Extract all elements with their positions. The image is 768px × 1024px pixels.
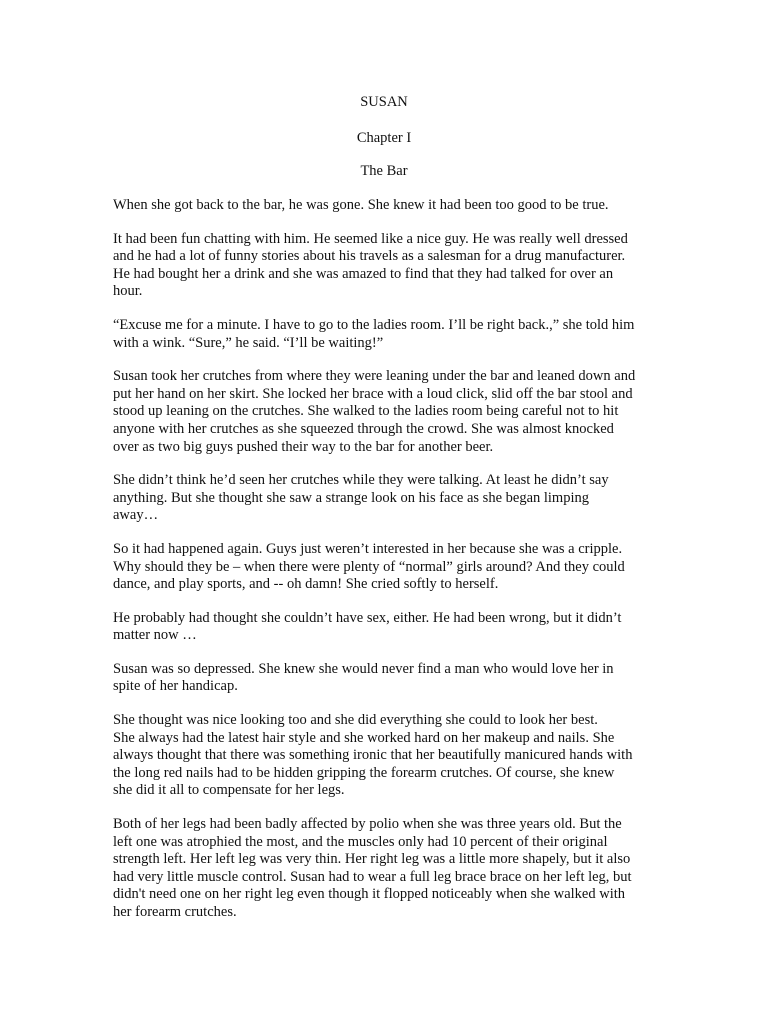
- paragraph-line: anyone with her crutches as she squeezed through the crowd. She was almost knocked: [113, 420, 614, 437]
- paragraph-line: So it had happened again. Guys just weren’t interested in her because she was a cripple.: [113, 540, 623, 557]
- paragraph-line: always thought that there was something ironic that her beautifully manicured hands with: [113, 747, 633, 764]
- paragraph-line: had very little muscle control. Susan had to wear a full leg brace brace on her left leg, but: [113, 868, 632, 885]
- paragraph-line: Why should they be – when there were plenty of “normal” girls around? And they could: [113, 558, 625, 575]
- paragraph-line: matter now …: [113, 627, 197, 644]
- paragraph: [113, 368, 658, 456]
- paragraph: [113, 472, 658, 525]
- paragraph: [113, 317, 658, 352]
- paragraph: [113, 197, 658, 215]
- paragraph-line: away…: [113, 507, 159, 524]
- paragraph-line: She always had the latest hair style and she worked hard on her makeup and nails. She: [113, 729, 615, 746]
- paragraph: [113, 541, 658, 594]
- paragraph-line: stood up leaning on the crutches. She walked to the ladies room being careful not to hit: [113, 403, 619, 420]
- paragraph-line: with a wink. “Sure,” he said. “I’ll be waiting!”: [113, 334, 384, 351]
- paragraph-line: left one was atrophied the most, and the muscles only had 10 percent of their original: [113, 833, 608, 850]
- paragraph-line: strength left. Her left leg was very thin. Her right leg was a little more shapely, but it also: [113, 851, 631, 868]
- paragraph: [113, 610, 658, 645]
- paragraph-line: the long red nails had to be hidden gripping the forearm crutches. Of course, she knew: [113, 764, 615, 781]
- paragraph-line: He probably had thought she couldn’t have sex, either. He had been wrong, but it didn’t: [113, 609, 622, 626]
- paragraph-line: hour.: [113, 283, 143, 300]
- paragraph-line: She didn’t think he’d seen her crutches while they were talking. At least he didn’t say: [113, 472, 609, 489]
- paragraph: [113, 816, 658, 922]
- chapter-title: The Bar: [360, 163, 408, 179]
- paragraph-line: didn't need one on her right leg even though it flopped noticeably when she walked with: [113, 886, 625, 903]
- document-title: SUSAN: [360, 94, 408, 110]
- paragraph-line: When she got back to the bar, he was gone. She knew it had been too good to be true.: [113, 197, 609, 213]
- paragraph-line: “Excuse me for a minute. I have to go to the ladies room. I’ll be right back.,” she told him: [113, 316, 635, 333]
- paragraph-line: her forearm crutches.: [113, 904, 237, 920]
- paragraph-line: and he had a lot of funny stories about his travels as a salesman for a drug manufacturer.: [113, 248, 626, 265]
- paragraph: [113, 661, 658, 696]
- paragraph-line: over as two big guys pushed their way to the bar for another beer.: [113, 438, 494, 455]
- paragraph-line: put her hand on her skirt. She locked her brace with a loud click, slid off the bar stool and: [113, 385, 633, 402]
- paragraph-line: She thought was nice looking too and she did everything she could to look her best.: [113, 712, 598, 729]
- paragraph: [113, 712, 658, 800]
- paragraph-line: anything. But she thought she saw a strange look on his face as she began limping: [113, 489, 589, 506]
- paragraph-line: she did it all to compensate for her legs.: [113, 782, 345, 799]
- paragraph-line: Both of her legs had been badly affected by polio when she was three years old. But the: [113, 816, 622, 833]
- paragraph: [113, 231, 658, 301]
- chapter-number: Chapter I: [356, 130, 412, 146]
- paragraph-line: spite of her handicap.: [113, 678, 238, 695]
- paragraph-line: Susan was so depressed. She knew she would never find a man who would love her in: [113, 660, 614, 677]
- paragraph-line: He had bought her a drink and she was amazed to find that they had talked for over an: [113, 265, 614, 282]
- paragraph-line: dance, and play sports, and -- oh damn! She cried softly to herself.: [113, 576, 499, 593]
- paragraph-line: Susan took her crutches from where they were leaning under the bar and leaned down and: [113, 368, 636, 385]
- body-text: [113, 197, 658, 938]
- paragraph-line: It had been fun chatting with him. He seemed like a nice guy. He was really well dressed: [113, 230, 628, 247]
